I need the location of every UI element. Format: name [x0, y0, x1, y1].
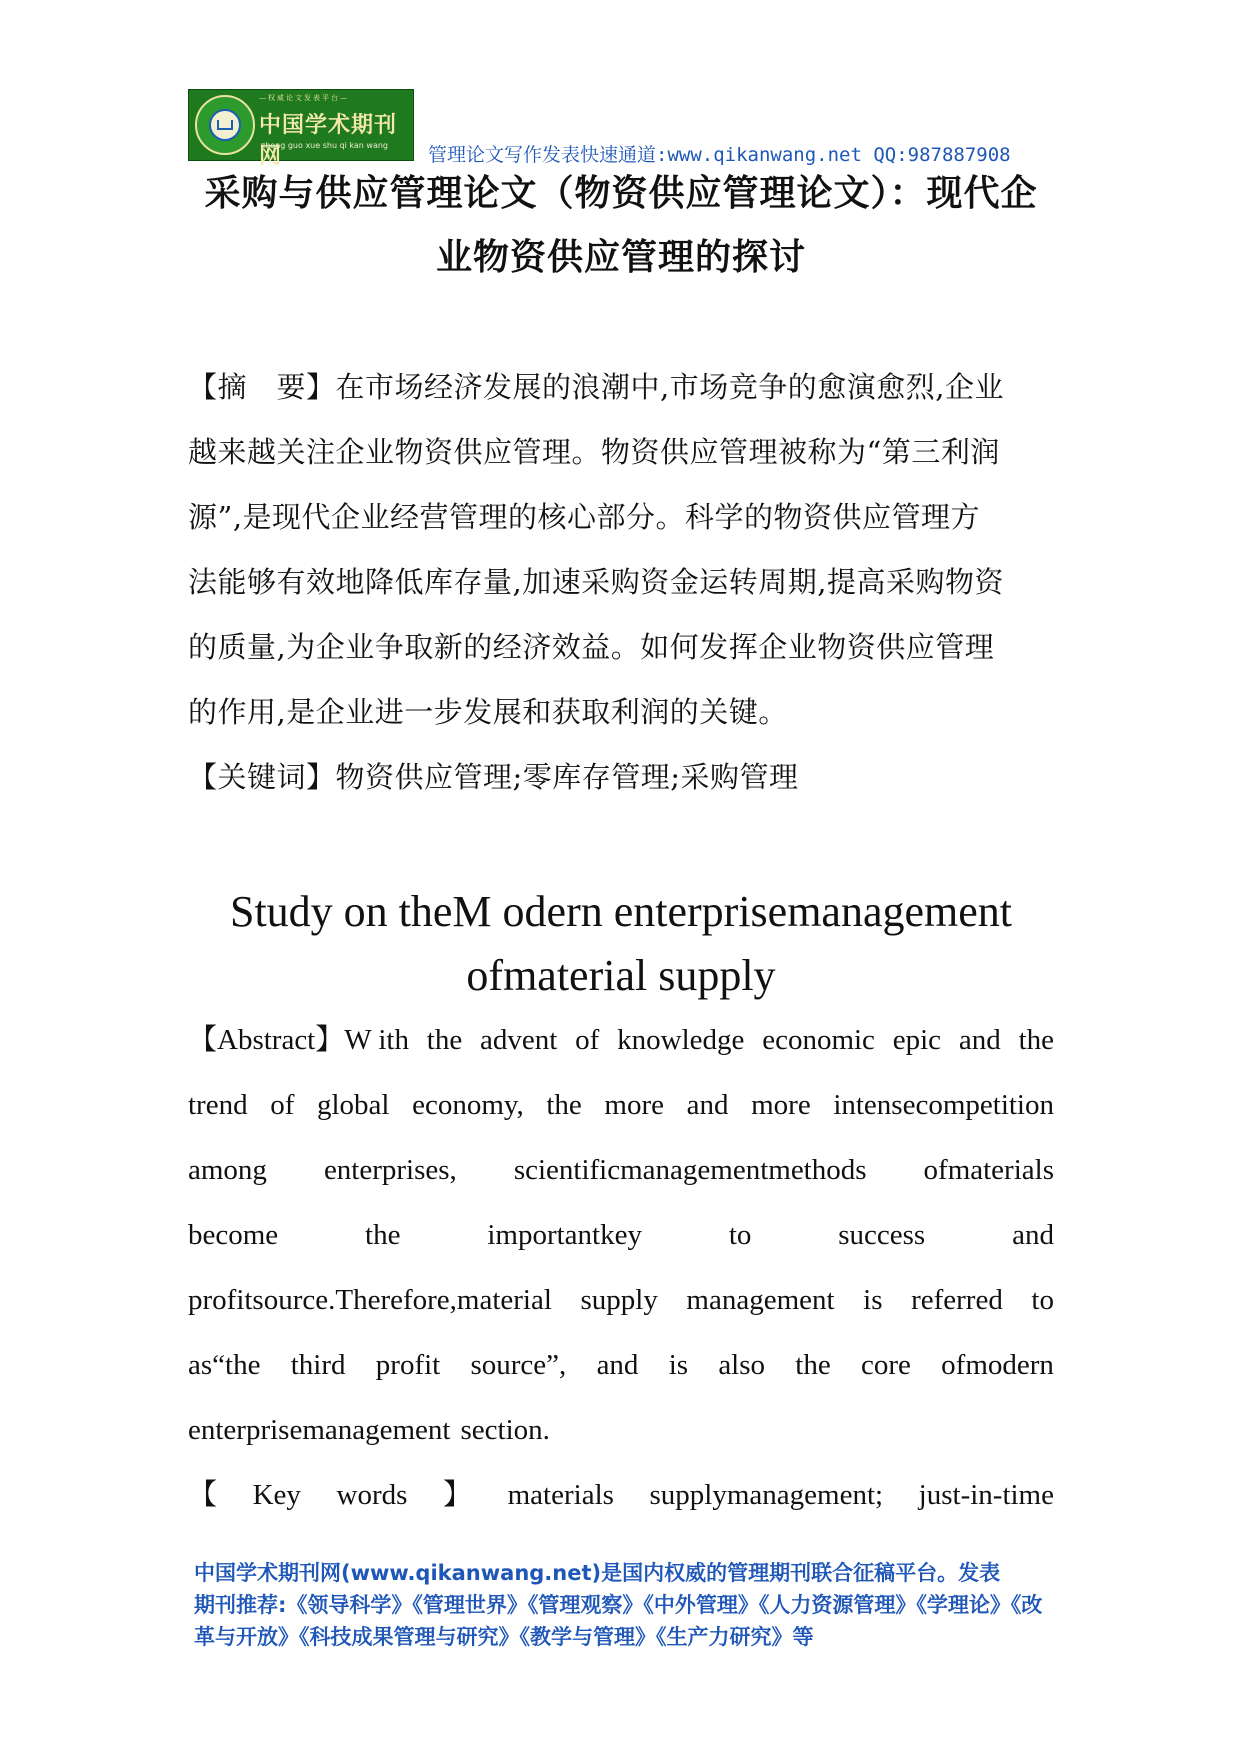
- abstract-cn-line: 源”,是现代企业经营管理的核心部分。科学的物资供应管理方: [188, 500, 981, 534]
- footer-line-1: 中国学术期刊网(www.qikanwang.net)是国内权威的管理期刊联合征稿平台。发表: [194, 1561, 1001, 1585]
- logo-emblem-icon: [195, 95, 255, 155]
- word: source”,: [470, 1349, 567, 1381]
- word: of: [575, 1024, 600, 1056]
- word: section.: [460, 1414, 550, 1446]
- word: the: [795, 1349, 831, 1381]
- word: is: [863, 1284, 883, 1316]
- word: the: [1018, 1024, 1054, 1056]
- word: more: [604, 1089, 665, 1121]
- book-icon: [217, 120, 233, 130]
- logo-pinyin: zhong guo xue shu qi kan wang: [261, 141, 389, 150]
- word: epic: [892, 1024, 942, 1056]
- word: materials: [507, 1479, 614, 1511]
- word: and: [1012, 1219, 1054, 1251]
- word: enterprisemanagement: [188, 1414, 451, 1446]
- word: Key: [252, 1479, 301, 1511]
- word: is: [668, 1349, 689, 1381]
- abstract-en-line: [188, 1138, 1054, 1203]
- word: ofmodern: [941, 1349, 1054, 1381]
- page-title-line-2: 业物资供应管理的探讨: [435, 237, 806, 278]
- abstract-en-line: [188, 1268, 1054, 1333]
- word: profit: [375, 1349, 441, 1381]
- word: global: [316, 1089, 390, 1121]
- abstract-en-line: [188, 1333, 1054, 1398]
- word: words: [336, 1479, 408, 1511]
- abstract-cn-line: 法能够有效地降低库存量,加速采购资金运转周期,提高采购物资: [188, 565, 1004, 599]
- word: and: [596, 1349, 639, 1381]
- word: also: [718, 1349, 766, 1381]
- word: core: [861, 1349, 911, 1381]
- keywords-cn: 【关键词】物资供应管理;零库存管理;采购管理: [188, 760, 799, 794]
- abstract-en-line: [188, 1073, 1054, 1138]
- word: supplymanagement;: [649, 1479, 884, 1511]
- word: management: [686, 1284, 835, 1316]
- word: economy,: [412, 1089, 524, 1121]
- word: importantkey: [487, 1219, 642, 1251]
- page-title-line-1: 采购与供应管理论文（物资供应管理论文）：现代企: [204, 173, 1038, 214]
- word: to: [728, 1219, 752, 1251]
- word: the: [365, 1219, 401, 1251]
- word: ofmaterials: [923, 1154, 1054, 1186]
- word: become: [188, 1219, 279, 1251]
- keywords-en: [188, 1463, 1054, 1528]
- word: among: [188, 1154, 267, 1186]
- word: trend: [188, 1089, 248, 1121]
- word: profitsource.Therefore,material: [188, 1284, 552, 1316]
- word: 【: [188, 1479, 218, 1511]
- english-title-line-1: Study on theM odern enterprisemanagement: [229, 887, 1012, 936]
- word: intensecompetition: [833, 1089, 1054, 1121]
- word: supply: [580, 1284, 658, 1316]
- word: 】: [443, 1479, 473, 1511]
- word: economic: [762, 1024, 875, 1056]
- site-logo[interactable]: [188, 89, 414, 169]
- abstract-cn-line: 的作用,是企业进一步发展和获取利润的关键。: [188, 695, 788, 729]
- word: to: [1031, 1284, 1054, 1316]
- header-link[interactable]: 管理论文写作发表快速通道:www.qikanwang.net QQ:987887908: [428, 144, 1011, 166]
- abstract-en-line: [188, 1203, 1054, 1268]
- word: and: [958, 1024, 1001, 1056]
- word: and: [686, 1089, 729, 1121]
- word: referred: [911, 1284, 1003, 1316]
- english-title-line-2: ofmaterial supply: [466, 951, 776, 1000]
- word: advent: [480, 1024, 558, 1056]
- word: more: [751, 1089, 811, 1121]
- word: success: [838, 1219, 926, 1251]
- abstract-cn-line: 越来越关注企业物资供应管理。物资供应管理被称为“第三利润: [188, 435, 1000, 469]
- abstract-cn-line: 的质量,为企业争取新的经济效益。如何发挥企业物资供应管理: [188, 630, 995, 664]
- word: third: [290, 1349, 346, 1381]
- word: as“the: [188, 1349, 261, 1381]
- word: scientificmanagementmethods: [513, 1154, 867, 1186]
- abstract-cn-line: 【摘 要】在市场经济发展的浪潮中,市场竞争的愈演愈烈,企业: [188, 370, 1004, 404]
- footer-line-3: 革与开放》《科技成果管理与研究》《教学与管理》《生产力研究》等: [194, 1625, 814, 1649]
- word: of: [270, 1089, 295, 1121]
- abstract-en-line: [188, 1398, 1054, 1463]
- footer-line-2: 期刊推荐:《领导科学》《管理世界》《管理观察》《中外管理》《人力资源管理》《学理论》《改: [194, 1593, 1043, 1617]
- word: the: [426, 1024, 463, 1056]
- word: just-in-time: [918, 1479, 1054, 1511]
- word: 【Abstract】W ith: [188, 1024, 409, 1056]
- word: knowledge: [617, 1024, 745, 1056]
- word: the: [546, 1089, 582, 1121]
- logo-name: 中国学术期刊网: [259, 113, 398, 169]
- abstract-en-line: [188, 1008, 1054, 1073]
- logo-slogan: —权威论文发表平台—: [259, 94, 349, 102]
- word: enterprises,: [323, 1154, 457, 1186]
